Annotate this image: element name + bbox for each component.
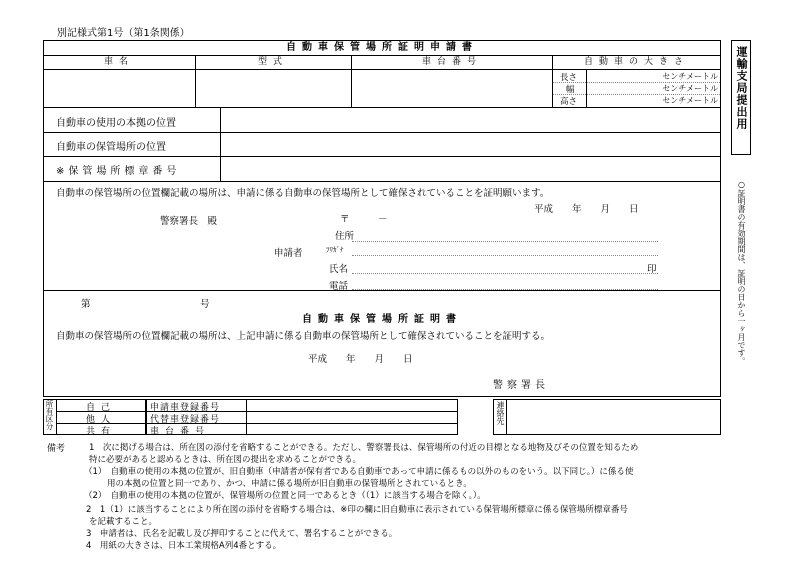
note-line: （2） 自動車の使用の本拠の位置が、保管場所の位置と同一であるとき（（1）に該当する場合を除く。）。 xyxy=(84,491,486,501)
ownership-label: 所有区分 xyxy=(45,400,54,430)
postal-code-field[interactable]: 〒 － xyxy=(340,214,388,225)
base-location-input[interactable] xyxy=(221,108,719,132)
vehicle-name-cell[interactable] xyxy=(44,70,194,106)
ownership-shared[interactable]: 共有 xyxy=(85,427,116,437)
phone-label: 電話 xyxy=(329,281,349,292)
request-date[interactable]: 平成 年 月 日 xyxy=(534,204,639,215)
col-header-size: 自動車の大きさ xyxy=(583,57,689,67)
chassis-reg-input[interactable] xyxy=(247,424,457,435)
base-location-label: 自動車の使用の本拠の位置 xyxy=(56,118,176,129)
note-line: 用の本拠の位置と同一であり、かつ、申請に係る場所が旧自動車の保管場所とされているとき。 xyxy=(107,479,472,489)
certificate-title: 自動車保管場所証明書 xyxy=(302,314,462,325)
size-height-label: 高さ xyxy=(560,97,578,107)
note-line: 特に必要があると認めるときは、所在図の提出を求めることができる。 xyxy=(89,455,362,465)
submission-label: 運輸支局提出用 xyxy=(735,46,748,130)
size-width-label: 幅 xyxy=(566,85,575,95)
replacement-reg-label: 代替車登録番号 xyxy=(150,415,221,425)
certificate-issuer: 警察署長 xyxy=(493,380,549,391)
applicant-label: 申請者 xyxy=(274,248,303,259)
furigana-label: ﾌﾘｶﾞﾅ xyxy=(326,246,344,254)
cert-number-go: 号 xyxy=(200,299,210,310)
applicant-reg-label: 申請車登録番号 xyxy=(150,403,221,413)
form-title: 自動車保管場所証明申請書 xyxy=(286,42,478,53)
size-height-unit[interactable]: センチメートル xyxy=(662,96,718,105)
address-label: 住所 xyxy=(335,231,355,242)
note-line: 2 1（1）に該当することにより所在図の添付を省略する場合は、※印の欄に旧自動車に表示されている保管場所標章に係る保管場所標章番号 xyxy=(86,505,628,515)
seal-mark: 印 xyxy=(647,264,657,275)
storage-location-input[interactable] xyxy=(221,133,719,156)
size-length-unit[interactable]: センチメートル xyxy=(662,72,718,81)
name-label: 氏名 xyxy=(329,264,349,275)
name-input[interactable] xyxy=(352,258,642,272)
note-line: を記載すること。 xyxy=(89,517,158,527)
notes-label: 備考 xyxy=(47,444,66,454)
contact-label: 連絡先 xyxy=(496,401,505,425)
note-line: 1 次に掲げる場合は、所在図の添付を省略することができる。ただし、警察署長は、保管場所の付近の目標となる地物及びその位置を知るため xyxy=(89,443,639,453)
note-line: （1） 自動車の使用の本拠の位置が、旧自動車（申請者が保有者である自動車であって申請に係るもの以外のものをいう。以下同じ。）に係る使 xyxy=(84,467,634,477)
chassis-number-cell[interactable] xyxy=(352,70,551,106)
certificate-date[interactable]: 平成 年 月 日 xyxy=(308,354,413,365)
request-statement: 自動車の保管場所の位置欄記載の場所は、申請に係る自動車の保管場所として確保されていることを証明願います。 xyxy=(56,188,550,199)
col-header-name: 車名 xyxy=(103,57,134,67)
sign-number-label: ※保管場所標章番号 xyxy=(56,166,181,177)
vehicle-model-cell[interactable] xyxy=(196,70,350,106)
police-chief-addressee: 警察署長 殿 xyxy=(160,216,218,227)
form-number: 別記様式第1号（第1条関係） xyxy=(57,28,190,39)
sign-number-input[interactable] xyxy=(221,157,719,180)
chassis-reg-label: 車台番号 xyxy=(150,427,211,437)
furigana-input[interactable] xyxy=(352,243,658,255)
replacement-reg-input[interactable] xyxy=(247,412,457,423)
validity-note: ○証明書の有効期間は、証明の日から一ヶ月です。 xyxy=(737,180,746,365)
address-input[interactable] xyxy=(352,227,658,241)
col-header-chassis: 車台番号 xyxy=(421,57,482,67)
note-line: 4 用紙の大きさは、日本工業規格A列4番とする。 xyxy=(86,541,282,551)
note-line: 3 申請者は、氏名を記載し及び押印することに代えて、署名することができる。 xyxy=(86,529,398,539)
applicant-reg-input[interactable] xyxy=(247,400,457,411)
size-width-unit[interactable]: センチメートル xyxy=(662,84,718,93)
storage-location-label: 自動車の保管場所の位置 xyxy=(56,142,166,153)
ownership-self[interactable]: 自己 xyxy=(85,403,116,413)
size-length-label: 長さ xyxy=(560,73,578,83)
contact-input[interactable] xyxy=(507,400,720,434)
cert-number-dai: 第 xyxy=(81,299,91,310)
ownership-other[interactable]: 他人 xyxy=(85,415,116,425)
phone-input[interactable] xyxy=(352,276,658,288)
col-header-model: 型式 xyxy=(257,57,288,67)
certificate-statement: 自動車の保管場所の位置欄記載の場所は、上記申請に係る自動車の保管場所として確保されていることを証明する。 xyxy=(56,331,551,342)
